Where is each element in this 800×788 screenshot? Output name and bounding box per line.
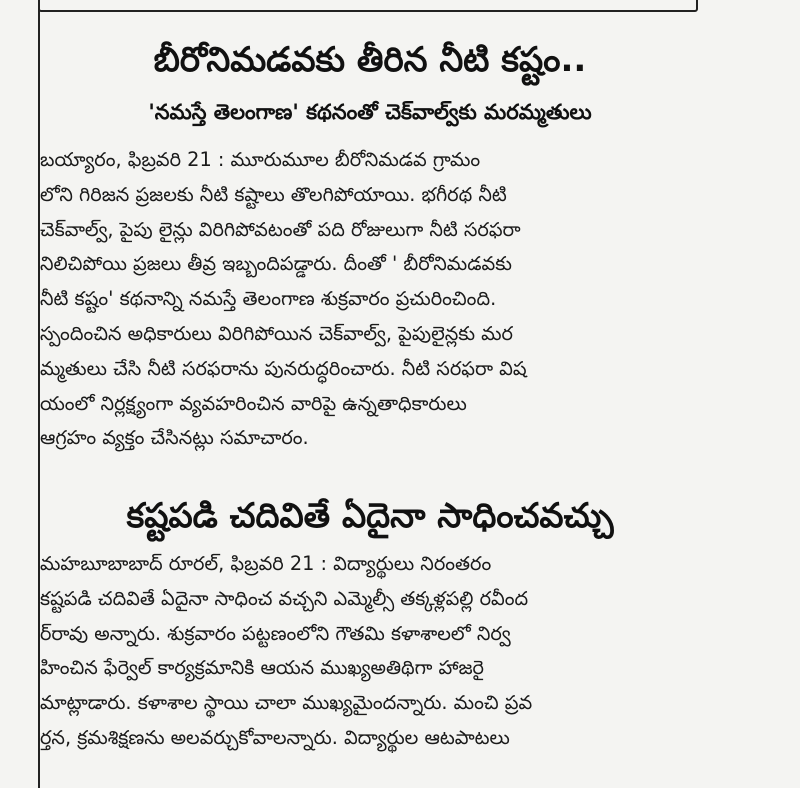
article2-line: ర్‌రావు అన్నారు. శుక్రవారం పట్టణంలోని గౌతమి కళాశాలలో నిర్వ: [40, 621, 511, 645]
previous-article-frame: [38, 0, 698, 12]
article2-headline: కష్టపడి చదివితే ఏదైనా సాధించవచ్చు: [126, 496, 614, 536]
article1-line: ఆగ్రహం వ్యక్తం చేసినట్లు సమాచారం.: [40, 426, 309, 450]
article2-line: ర్తన, క్రమశిక్షణను అలవర్చుకోవాలన్నారు. విద్యార్థుల ఆటపాటలు: [40, 725, 510, 749]
article1-headline: బీరోనిమడవకు తీరిన నీటి కష్టం..: [153, 40, 587, 80]
article1-body: [40, 143, 698, 456]
article2-line: కష్టపడి చదివితే ఏదైనా సాధించ వచ్చని ఎమ్మెల్సీ తక్కళ్లపల్లి రవీంద: [40, 586, 529, 610]
article1-line: చెక్‌వాల్వ్, పైపు లైన్లు విరిగిపోవటంతో పది రోజులుగా నీటి సరఫరా: [40, 217, 521, 241]
article1-line: నిలిచిపోయి ప్రజలు తీవ్ర ఇబ్బందిపడ్డారు. దీంతో ' బీరోనిమడవకు: [40, 252, 512, 276]
article1-subheadline: 'నమస్తే తెలంగాణ' కథనంతో చెక్‌వాల్వ్‌కు మరమ్మతులు: [148, 100, 592, 124]
article1-line: మ్మతులు చేసి నీటి సరఫరాను పునరుద్ధరించారు. నీటి సరఫరా విష: [40, 356, 527, 380]
article1-line: బయ్యారం, ఫిబ్రవరి 21 : మూరుమూల బీరోనిమడవ గ్రామం: [40, 148, 481, 171]
article2-line: హించిన ఫేర్వెల్ కార్యక్రమానికి ఆయన ముఖ్యఅతిథిగా హాజరై: [40, 656, 484, 680]
article1-line: స్పందించిన అధికారులు విరిగిపోయిన చెక్‌వాల్వ్, పైపులైన్లకు మర: [40, 321, 513, 345]
article1-line: యంలో నిర్లక్ష్యంగా వ్యవహరించిన వారిపై ఉన్నతాధికారులు: [40, 391, 467, 415]
article2-line: మాట్లాడారు. కళాశాల స్థాయి చాలా ముఖ్యమైందన్నారు. మంచి ప్రవ: [40, 691, 533, 715]
article1-line: నీటి కష్టం' కథనాన్ని నమస్తే తెలంగాణ శుక్రవారం ప్రచురించింది.: [40, 287, 497, 311]
article2-line: మహబూబాబాద్ రూరల్, ఫిబ్రవరి 21 : విద్యార్థులు నిరంతరం: [40, 552, 492, 575]
article2-body: [40, 547, 698, 756]
article1-line: లోని గిరిజన ప్రజలకు నీటి కష్టాలు తొలగిపోయాయి. భగీరథ నీటి: [40, 182, 507, 206]
